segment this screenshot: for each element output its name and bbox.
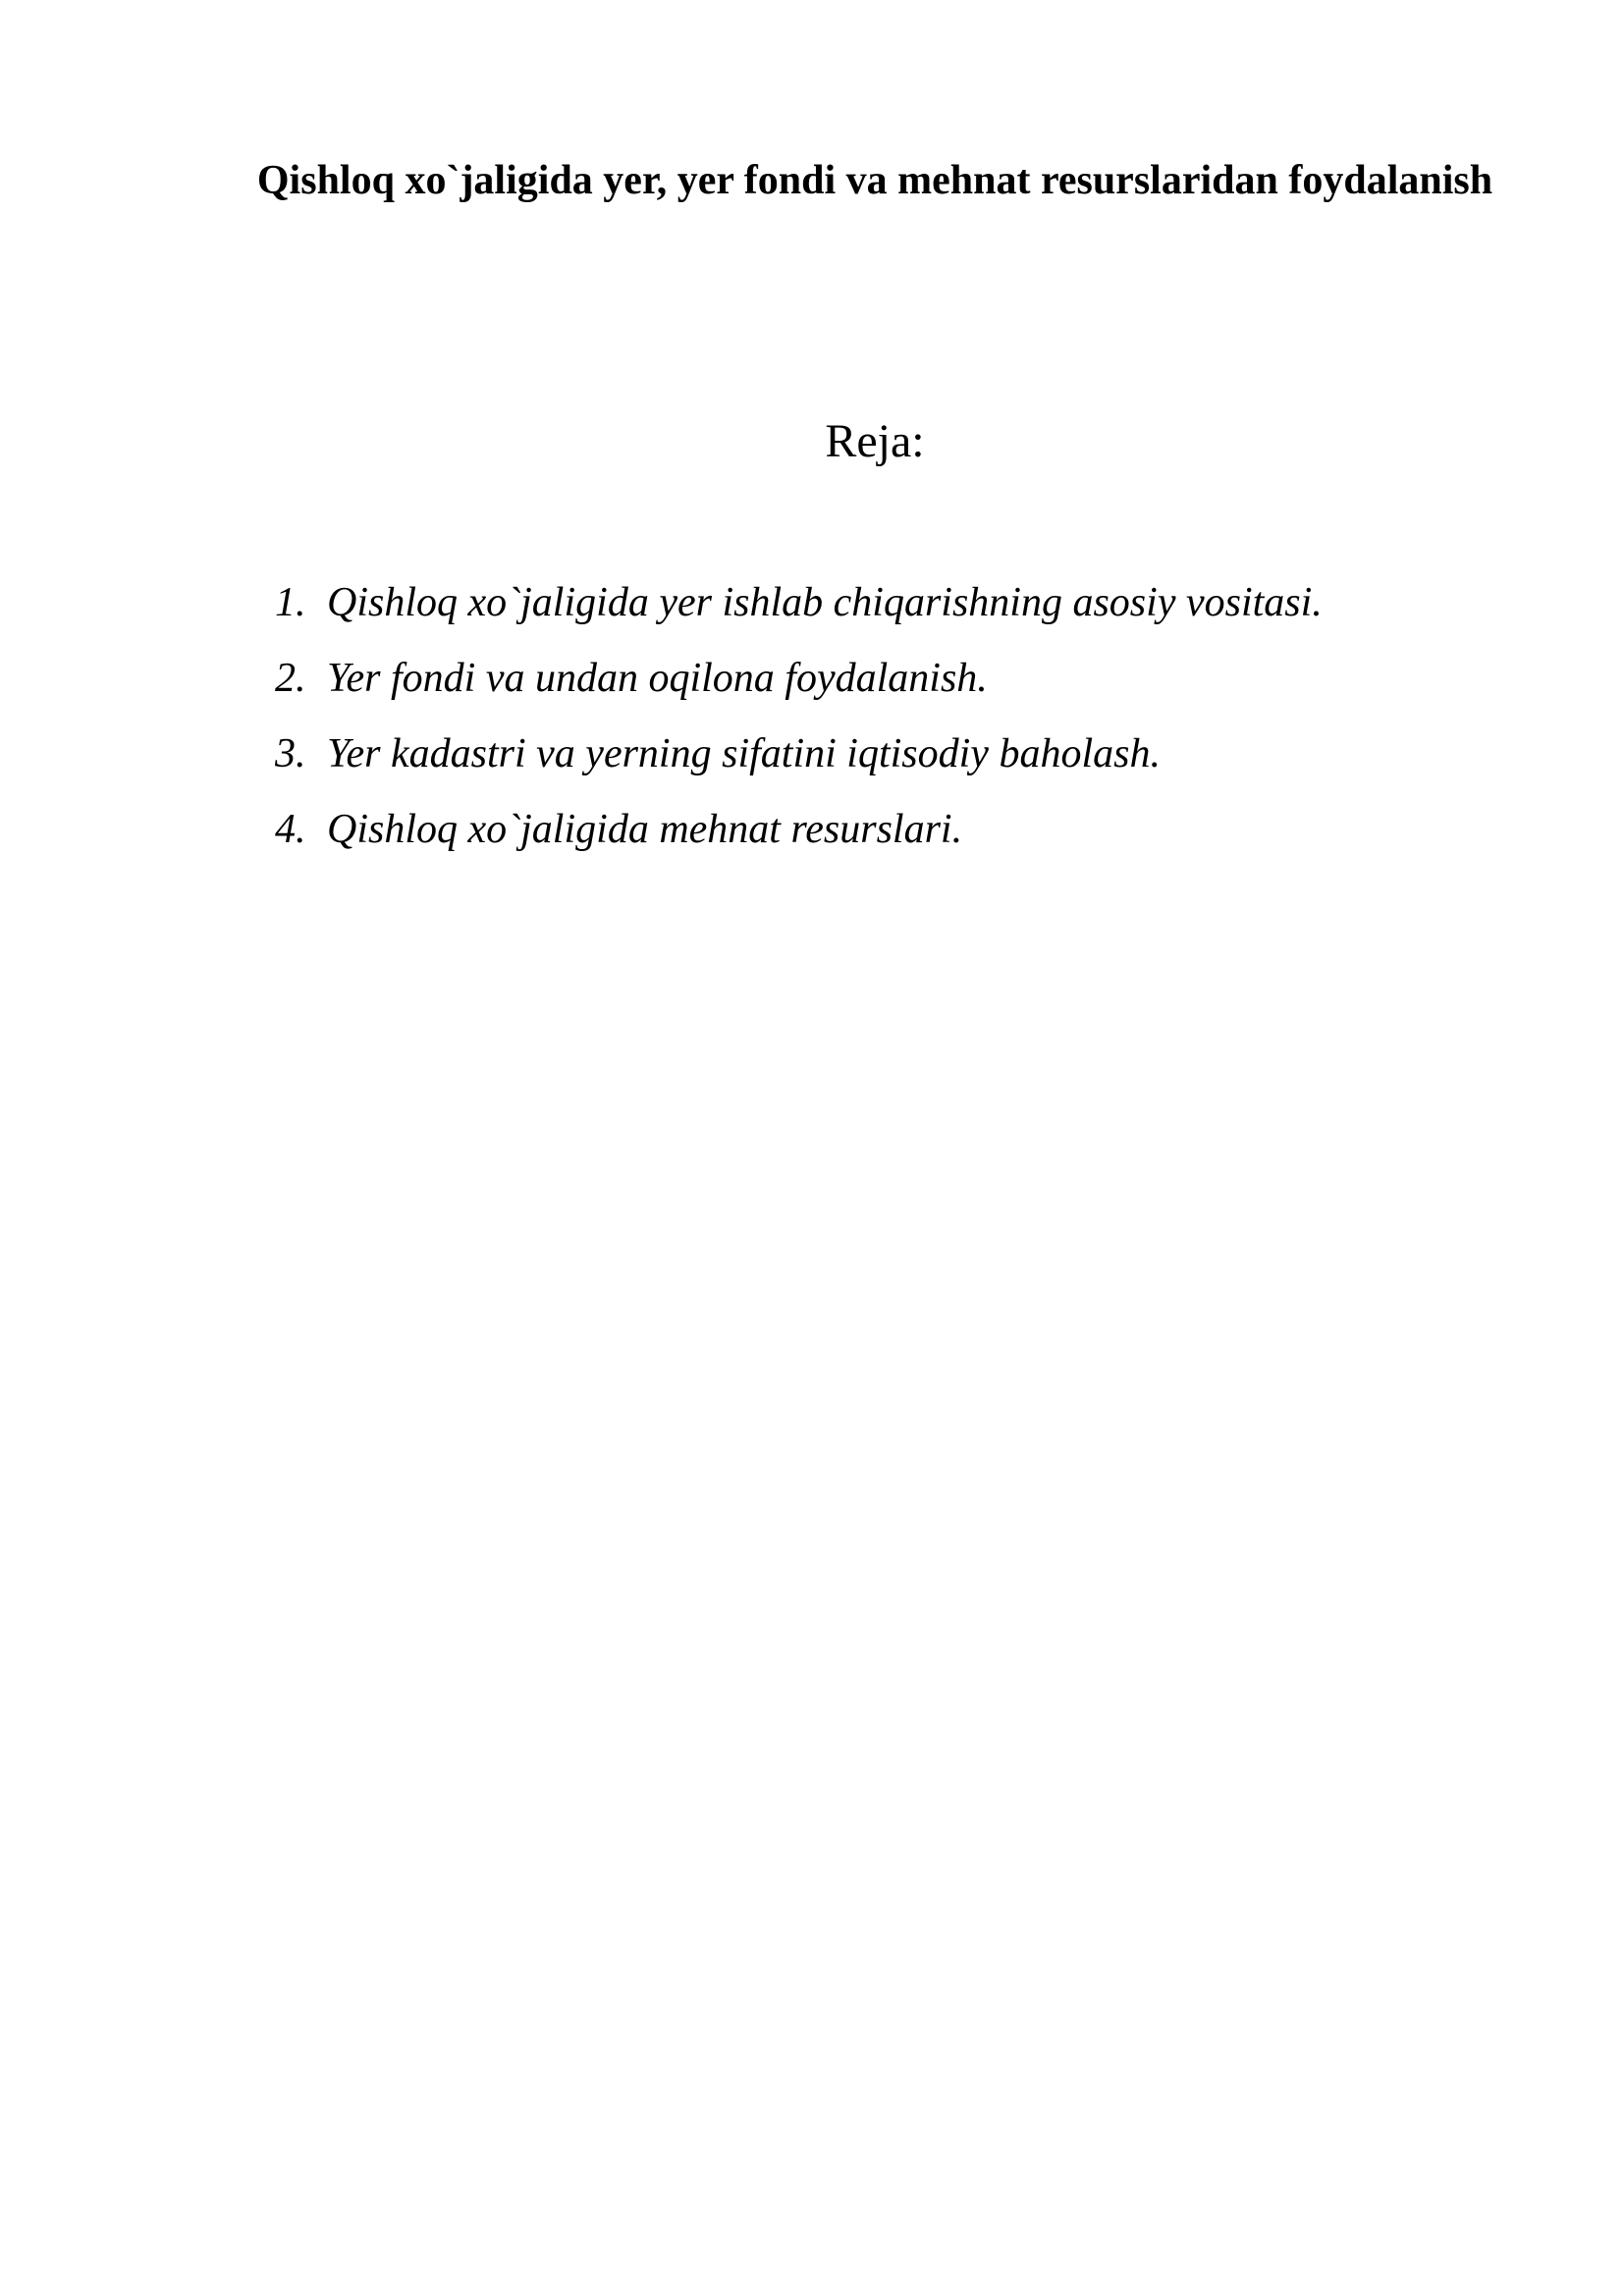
- plan-item-text: Yer fondi va undan oqilona foydalanish.: [327, 656, 988, 701]
- plan-item-text: Yer kadastri va yerning sifatini iqtisodiy baholash.: [327, 731, 1161, 776]
- plan-item: [275, 565, 1323, 641]
- plan-item-number: 3.: [275, 731, 306, 776]
- plan-item-text: Qishloq xo`jaligida yer ishlab chiqarishning asosiy vositasi.: [327, 580, 1323, 625]
- plan-item: [275, 717, 1323, 792]
- plan-item-text: Qishloq xo`jaligida mehnat resurslari.: [327, 807, 963, 852]
- plan-item: [275, 792, 1323, 868]
- plan-list: [275, 565, 1323, 868]
- plan-item-number: 2.: [275, 656, 306, 701]
- plan-heading: Reja:: [825, 415, 925, 467]
- document-title: Qishloq xo`jaligida yer, yer fondi va mehnat resurslaridan foydalanish: [256, 158, 1493, 203]
- plan-item-number: 4.: [275, 807, 306, 852]
- plan-item: [275, 641, 1323, 717]
- plan-item-number: 1.: [275, 580, 306, 625]
